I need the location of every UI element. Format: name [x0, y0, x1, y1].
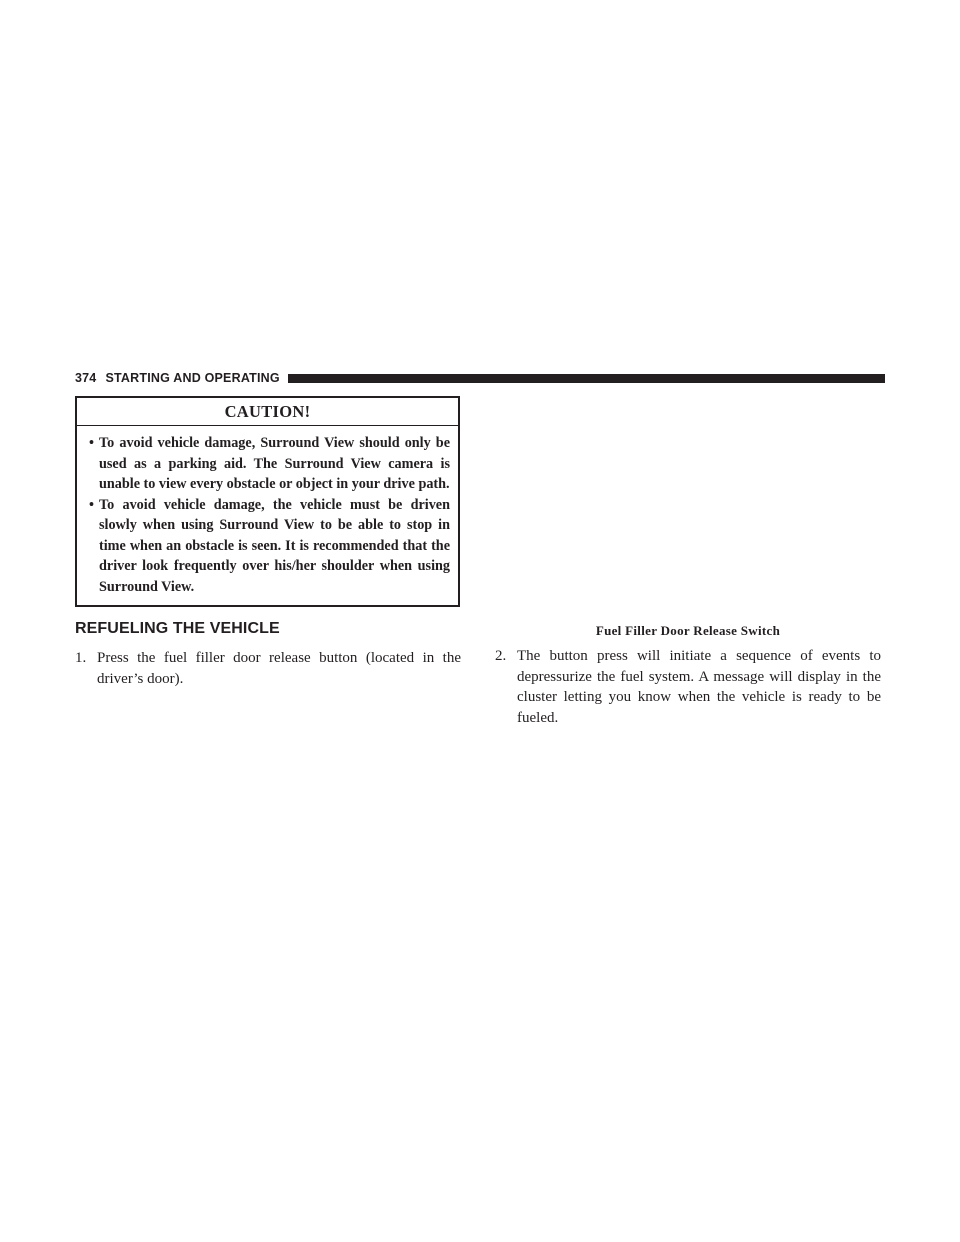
step-text: Press the fuel filler door release button (located in the driver’s door). — [97, 650, 461, 687]
step-number: 2. — [495, 648, 507, 664]
refueling-heading: REFUELING THE VEHICLE — [75, 620, 280, 637]
step-text: The button press will initiate a sequence of events to depressurize the fuel system. A message will display in the cluster letting you know when the vehicle is ready to be fueled. — [517, 648, 881, 726]
caution-item-text: To avoid vehicle damage, Surround View should only be used as a parking aid. The Surround View camera is unable to view every obstacle or object in your drive path. — [99, 435, 450, 492]
step-1 — [75, 648, 461, 689]
page-header — [75, 370, 885, 386]
caution-box — [75, 396, 460, 607]
caution-title: CAUTION! — [77, 398, 458, 426]
caution-list — [77, 426, 458, 597]
bullet-icon: • — [89, 496, 94, 513]
section-title: STARTING AND OPERATING — [105, 371, 280, 385]
bullet-icon: • — [89, 435, 94, 451]
caution-item-text: To avoid vehicle damage, the vehicle must be driven slowly when using Surround View to be able to stop in time when an obstacle is seen. It is recommended that the driver look frequently over his/her shoulder when using Surround View. — [99, 496, 450, 595]
header-rule — [288, 374, 885, 383]
step-number: 1. — [75, 650, 87, 666]
figure-caption: Fuel Filler Door Release Switch — [595, 623, 781, 638]
page-number: 374 — [75, 371, 97, 385]
caution-item — [89, 433, 450, 495]
step-2 — [495, 646, 881, 728]
caution-item — [89, 495, 450, 598]
figure-area — [495, 396, 881, 618]
